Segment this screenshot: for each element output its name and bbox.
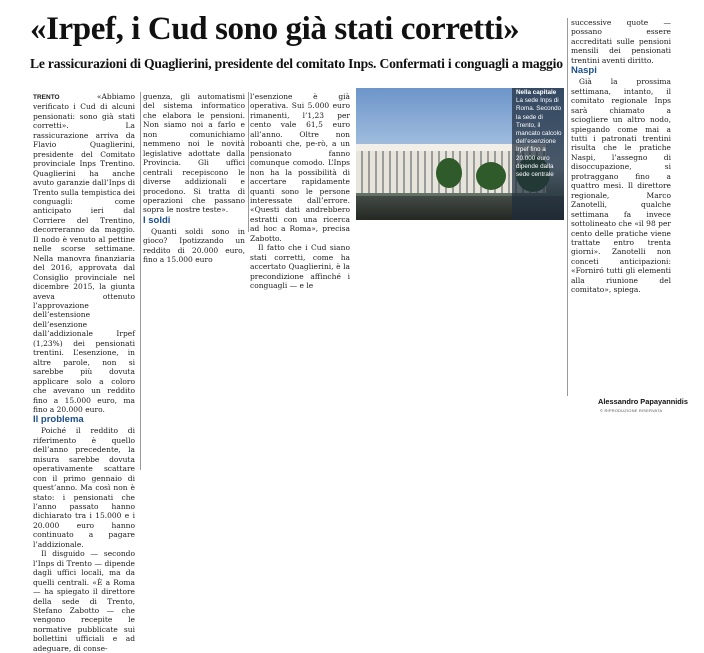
- column-divider: [248, 92, 249, 232]
- section-heading-naspi: Naspi: [571, 65, 597, 77]
- tree-shape: [476, 162, 506, 190]
- article-paragraph: Poiché il reddito di riferimento è quello dell’anno precedente, la misura sarebbe dovuta operativamente scattare con il primo gennaio di quest’anno. Ma così non è stato: i pensionati che l’anno passato hanno dichiarato tra i 15.000 e i 20.000 euro hanno continuato a pagare l’addizionale.: [33, 426, 135, 549]
- paragraph-text: «Abbiamo verificato i Cud di alcuni pensionati: sono già stati corretti». La rassicurazione arriva da Flavio Quaglierini, presidente del Comitato provinciale Inps Trentino. Quaglierini ha anche avuto garanzie dall’Inps di Trento sulla tempistica dei conguagli: come anticipato ieri dal Corriere del Trentino, decorreranno da maggio. Il nodo è venuto al pettine nelle scorse settimane. Nella manovra finanziaria del 2016, approvata dal Consiglio provinciale nel dicembre 2015, la giunta aveva ottenuto l’approvazione dell’estensione dell’esenzione dall’addizionale Irpef (1,23%) dei pensionati trentini. L’esenzione, in altre parole, non si sarebbe più dovuta applicare solo a coloro che avevano un reddito fino a 15.000 euro, ma fino a 20.000 euro.: [33, 92, 135, 414]
- article-paragraph: l’esenzione è già operativa. Sui 5.000 euro rimanenti, l’1,23 per cento vale 61,5 euro all’anno. Oltre non roboanti che, pe-rò, a un pensionato fanno comunque comodo. L’Inps non ha la possibilità di accertare rapidamente quanti sono le persone interessate dall’errore. «Questi dati andrebbero estratti con una ricerca ad hoc a Roma», precisa Zabotto.: [250, 92, 350, 243]
- author-name: Alessandro Papayannidis: [598, 397, 688, 406]
- article-paragraph: Quanti soldi sono in gioco? Ipotizzando un reddito di 20.000 euro, fino a 15.000 euro: [143, 226, 245, 265]
- headline: «Irpef, i Cud sono già stati corretti»: [30, 11, 520, 47]
- column-divider: [140, 92, 141, 470]
- tree-shape: [436, 158, 462, 188]
- article-paragraph: guenza, gli automatismi del sistema informatico che elabora le pensioni. Non siamo noi a farlo e non comunichiamo nemmeno noi le novità legislative adottate dalla Provincia. Gli uffici centrali recepiscono le diverse addizionali e procedono. Si tratta di operazioni che passano sopra le nostre teste».: [143, 92, 245, 215]
- dateline: TRENTO: [33, 94, 60, 101]
- subheadline: Le rassicurazioni di Quaglierini, presidente del comitato Inps. Confermati i conguagli a maggio: [30, 56, 563, 71]
- article-paragraph: Il disguido — secondo l’Inps di Trento — dipende dagli uffici locali, ma da quelli centrali. «È a Roma — ha spiegato il direttore della sede di Trento, Stefano Zabotto — che vengono recepite le normative pubblicate sui bollettini ufficiali e ad adeguare, di conse-: [33, 549, 135, 653]
- article-column-4: [571, 18, 671, 396]
- caption-text: La sede Inps di Roma. Secondo la sede di Trento, il mancato calcolo dell’esenzione Irpef fino a 20.000 euro dipende dalla sede centrale: [516, 97, 562, 179]
- photo-caption: [516, 89, 564, 179]
- copyright-notice: © RIPRODUZIONE RISERVATA: [600, 408, 663, 413]
- section-heading-problema: Il problema: [33, 414, 84, 426]
- caption-title: Nella capitale: [516, 89, 557, 96]
- article-column-2: [143, 92, 245, 270]
- article-paragraph: Il fatto che i Cud siano stati corretti, come ha accertato Quaglierini, è la precondizione affinché i conguagli — e le: [250, 243, 350, 291]
- section-heading-soldi: I soldi: [143, 214, 171, 226]
- article-paragraph: [33, 92, 135, 414]
- article-column-1: [33, 92, 135, 653]
- column-divider: [567, 18, 568, 396]
- article-paragraph: successive quote — possano essere accreditati sulle pensioni mensili dei pensionati trentini aventi diritto.: [571, 18, 671, 65]
- article-paragraph: Già la prossima settimana, intanto, il comitato regionale Inps sarà chiamato a sciogliere un altro nodo, spiegando come mai a tutti i patronati trentini risulta che le pratiche Naspi, l’assegno di disoccupazione, si protraggano fino a quattro mesi. Il direttore regionale, Marco Zanotelli, qualche settimana fa invece sottolineato che «il 98 per cento delle pratiche viene trattate entro trenta giorni». Zanotelli non conceti anticipazioni: «Forniró tutti gli elementi alla riunione del comitato», spiega.: [571, 77, 671, 295]
- article-column-3: [250, 92, 350, 291]
